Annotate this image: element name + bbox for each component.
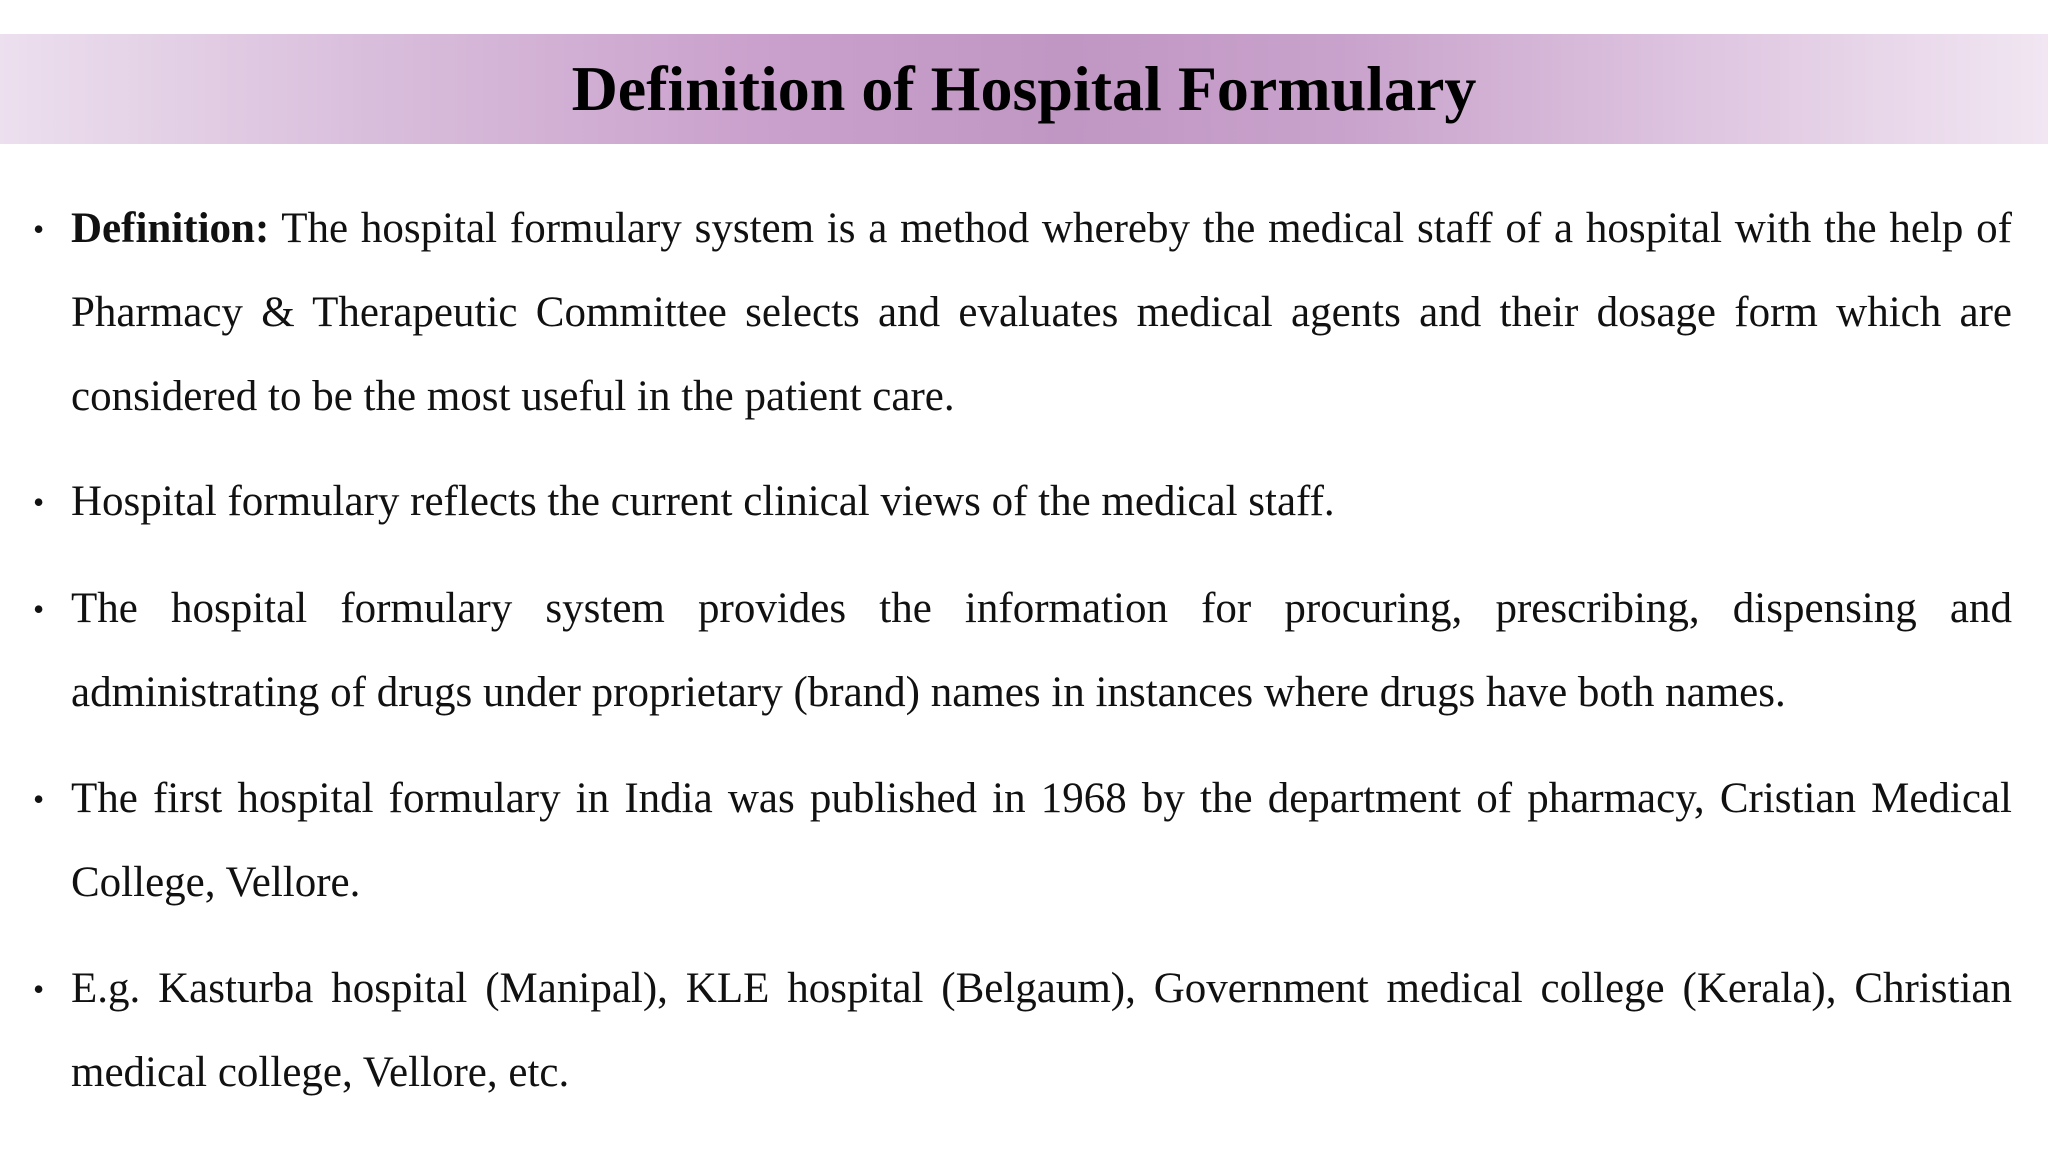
bullet-marker: •	[33, 484, 45, 520]
bullet-text: The hospital formulary system is a method whereby the medical staff of a hospital with the help of Pharmacy & Therapeutic Committee selects and evaluates medical agents and their dosage form which are considered to be the most useful in the patient care.	[71, 205, 2012, 420]
bullet-marker: •	[33, 781, 45, 817]
bullet-marker: •	[33, 971, 45, 1007]
bullet-text: E.g. Kasturba hospital (Manipal), KLE hospital (Belgaum), Government medical college (Kerala), Christian medical college, Vellore, etc.	[71, 965, 2012, 1096]
bullet-item-first-formulary	[33, 757, 2012, 925]
bullet-item-clinical-views	[33, 460, 2012, 544]
bullet-item-system-information	[33, 567, 2012, 735]
bullet-text: The hospital formulary system provides the information for procuring, prescribing, dispensing and administrating of drugs under proprietary (brand) names in instances where drugs have both names.	[71, 585, 2012, 716]
bullet-marker: •	[33, 211, 45, 247]
definition-label: Definition:	[71, 205, 270, 252]
bullet-text: Hospital formulary reflects the current clinical views of the medical staff.	[71, 478, 1335, 525]
slide-title: Definition of Hospital Formulary	[571, 53, 1477, 124]
bullet-item-examples	[33, 947, 2012, 1115]
bullet-marker: •	[33, 591, 45, 627]
bullet-text: The first hospital formulary in India was published in 1968 by the department of pharmacy, Cristian Medical College, Vellore.	[71, 775, 2012, 906]
bullet-item-definition	[33, 187, 2012, 439]
